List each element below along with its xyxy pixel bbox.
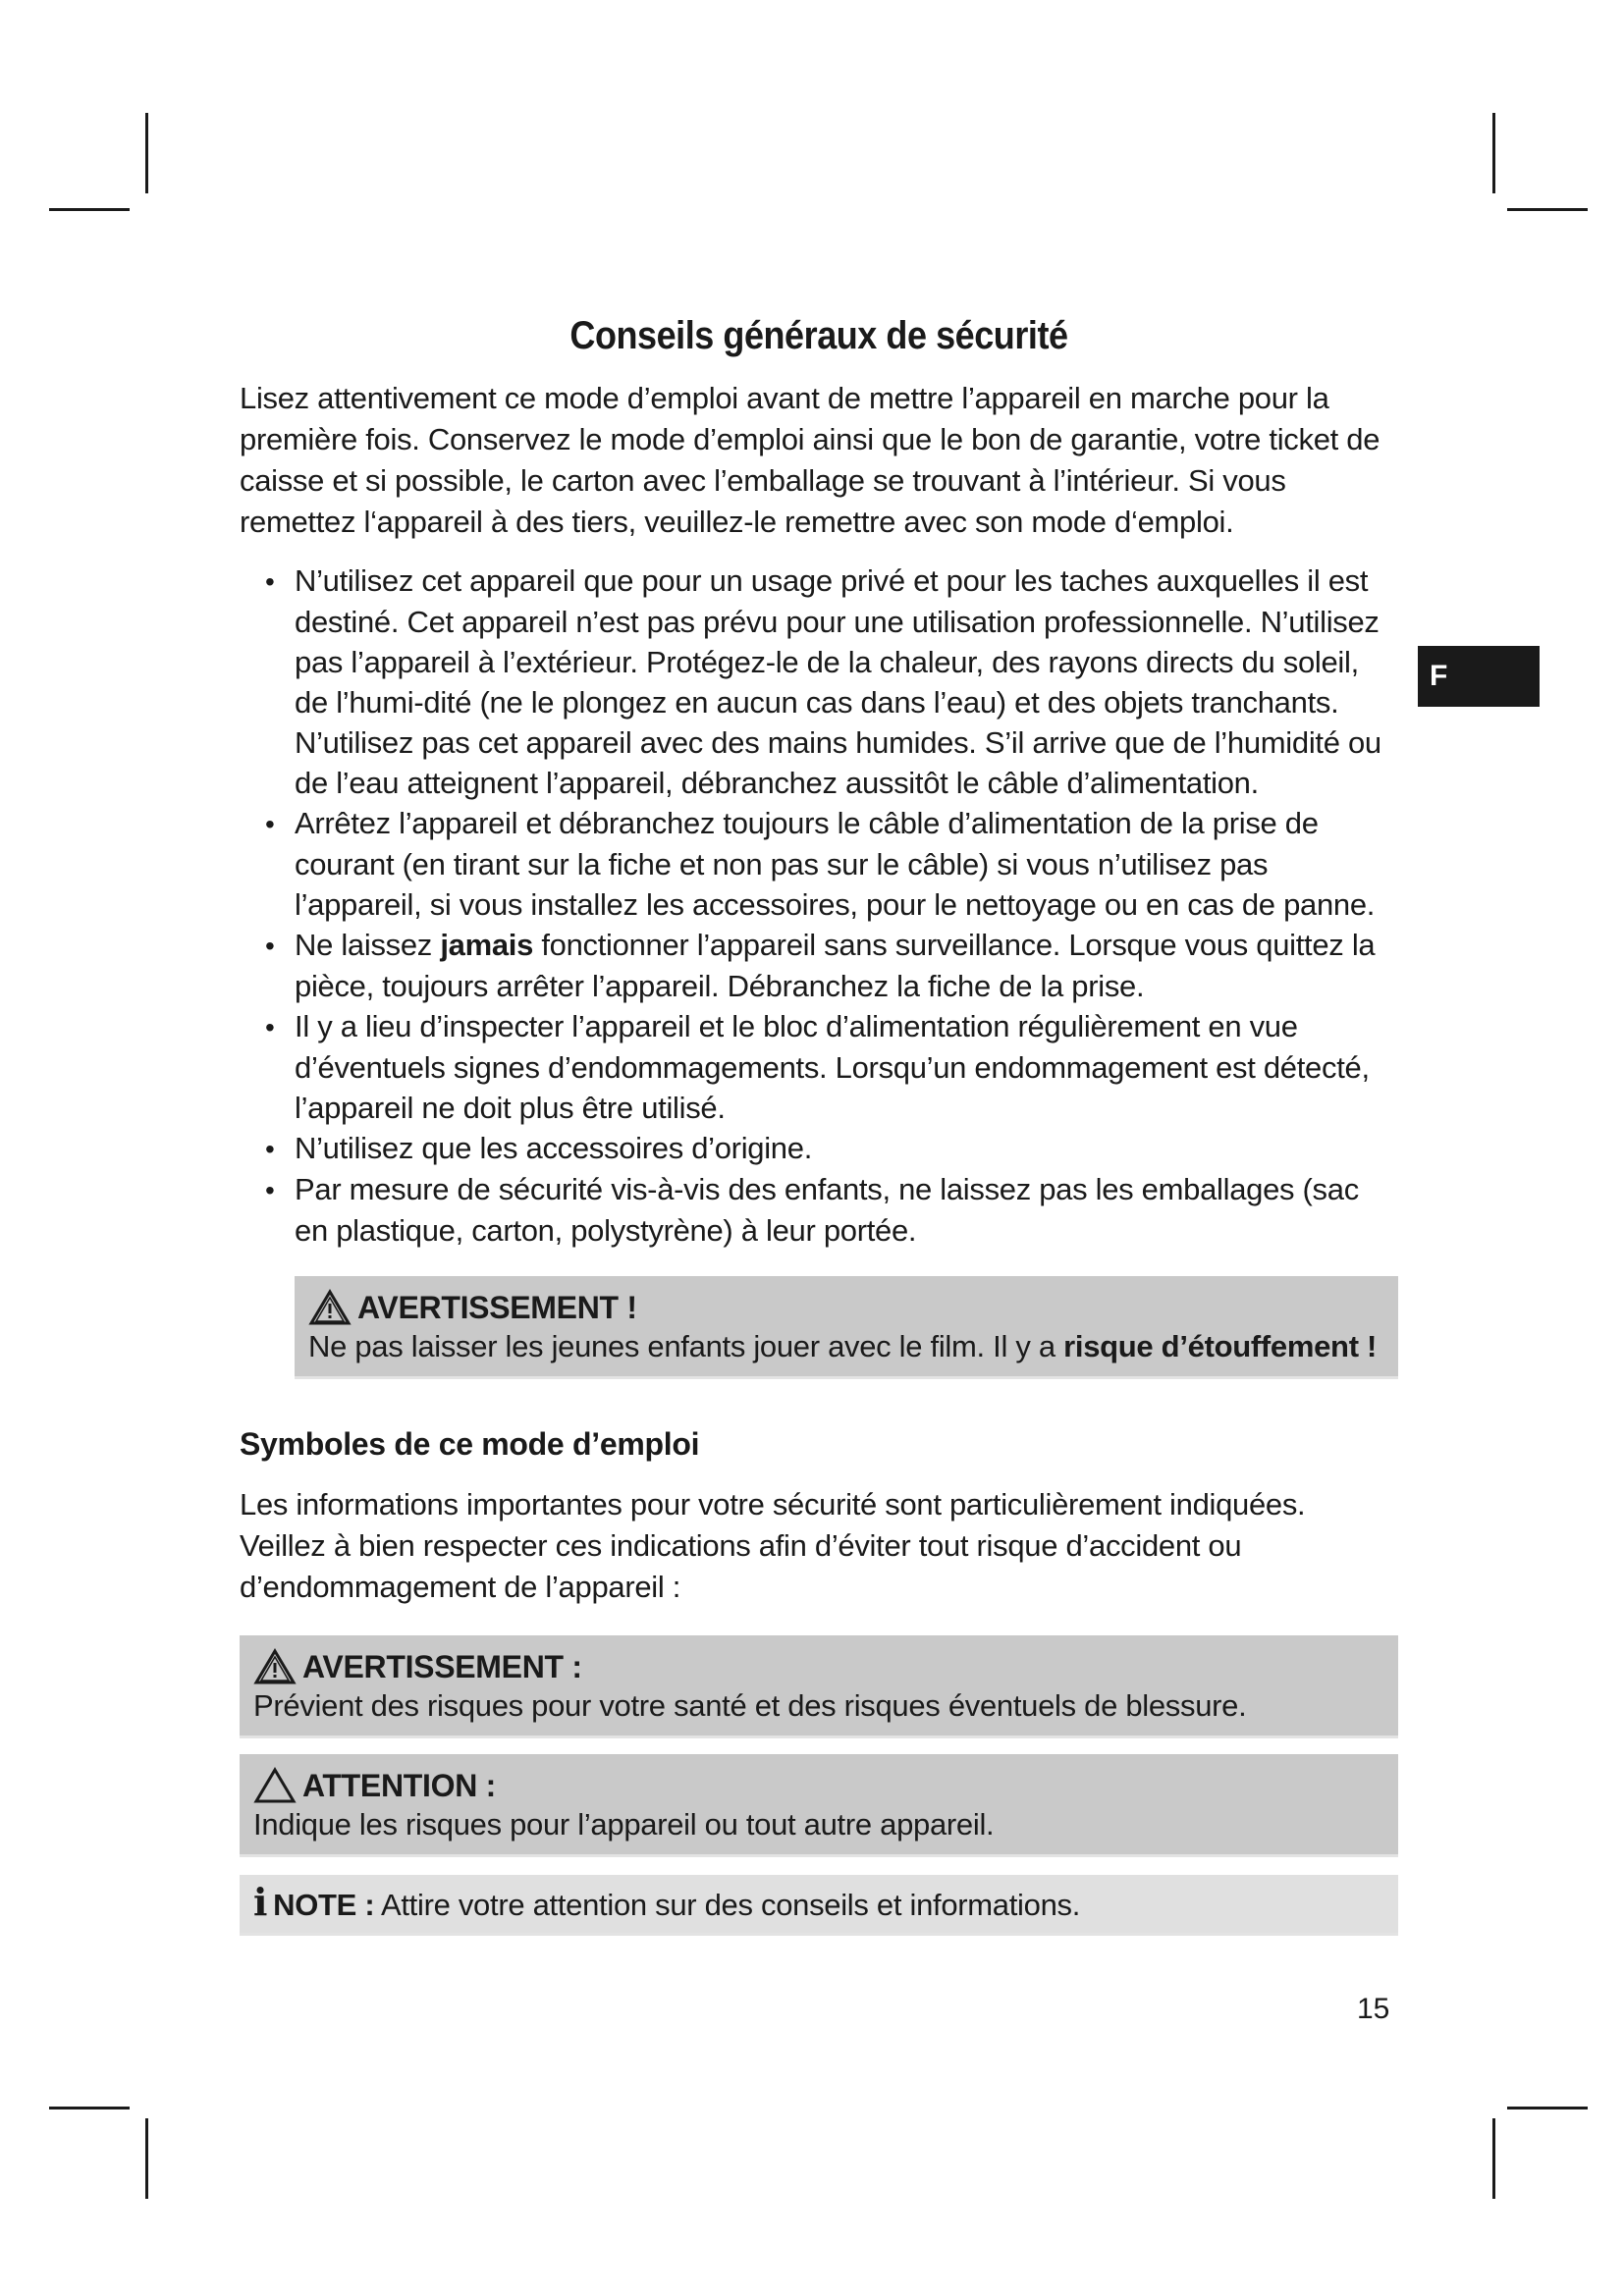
list-item: • N’utilisez cet appareil que pour un usage privé et pour les taches auxquelles il est destiné. Cet appareil n’est pas prévu pour une utilisation professionnelle. N’utilisez pas l’appareil à l’extérieur. Protégez-le de la chaleur, des rayons directs du soleil, de l’humi-dité (ne le plongez en aucun cas dans l’eau) et des objets tranchants. N’utilisez pas cet appareil avec des mains humides. S’il arrive que de l’humidité ou de l’eau atteignent l’appareil, débranchez aussitôt le câble d’alimentation. <box>265 563 1381 800</box>
page-content <box>240 314 1398 1936</box>
warning-text: Ne pas laisser les jeunes enfants jouer avec le film. Il y a risque d’étouffement ! <box>308 1329 1378 1363</box>
attention-heading: ATTENTION : <box>302 1768 496 1803</box>
intro-paragraph: Lisez attentivement ce mode d’emploi avant de mettre l’appareil en marche pour la première fois. Conservez le mode d’emploi ainsi que le bon de garantie, votre ticket de caisse et si possible, le carton avec l’emballage se trouvant à l’intérieur. Si vous remettez l‘appareil à des tiers, veuillez-le remettre avec son mode d‘emploi. <box>240 381 1380 539</box>
list-item: • Il y a lieu d’inspecter l’appareil et le bloc d’alimentation régulièrement en vue d’éventuels signes d’endommagements. Lorsqu’un endommagement est détecté, l’appareil ne doit plus être utilisé. <box>265 1009 1370 1125</box>
info-icon: i <box>253 1880 268 1924</box>
crop-mark <box>1492 113 1495 193</box>
note-box <box>240 1875 1398 1936</box>
avertissement-heading: AVERTISSEMENT : <box>302 1649 582 1684</box>
crop-mark <box>145 2118 148 2199</box>
symbols-intro: Les informations importantes pour votre sécurité sont particulièrement indiquées. Veillez à bien respecter ces indications afin d’éviter tout risque d’accident ou d’endommagement de l’appareil : <box>240 1487 1306 1604</box>
note-text: Attire votre attention sur des conseils et informations. <box>374 1888 1081 1922</box>
bullet-icon: • <box>265 1134 275 1164</box>
list-item: • Par mesure de sécurité vis-à-vis des enfants, ne laissez pas les emballages (sac en plastique, carton, polystyrène) à leur portée. <box>265 1172 1359 1248</box>
bullet-icon: • <box>265 1012 275 1042</box>
avertissement-box <box>240 1635 1398 1738</box>
bullet-icon: • <box>265 566 275 597</box>
attention-box <box>240 1754 1398 1857</box>
page-title: Conseils généraux de sécurité <box>569 314 1068 357</box>
warning-heading: AVERTISSEMENT ! <box>357 1290 637 1325</box>
warning-box <box>295 1276 1398 1379</box>
attention-text: Indique les risques pour l’appareil ou tout autre appareil. <box>253 1807 995 1842</box>
note-heading: NOTE : <box>273 1888 375 1922</box>
safety-list <box>240 561 1398 1251</box>
list-item: • N’utilisez que les accessoires d’origine. <box>240 1128 1398 1169</box>
language-tab: F <box>1418 646 1540 707</box>
crop-mark <box>1492 2118 1495 2199</box>
page-number: 15 <box>1357 1993 1390 2025</box>
bullet-icon: • <box>265 931 275 961</box>
crop-mark <box>1507 208 1588 211</box>
symbols-heading: Symboles de ce mode d’emploi <box>240 1426 700 1462</box>
warning-icon <box>308 1289 352 1326</box>
bullet-icon: • <box>265 1175 275 1205</box>
list-item: • Arrêtez l’appareil et débranchez toujours le câble d’alimentation de la prise de courant (en tirant sur la fiche et non pas sur le câble) si vous n’utilisez pas l’appareil, si vous installez les accessoires, pour le nettoyage ou en cas de panne. <box>265 806 1376 922</box>
crop-mark <box>49 208 130 211</box>
crop-mark <box>145 113 148 193</box>
list-item: • Ne laissez jamais fonctionner l’appareil sans surveillance. Lorsque vous quittez la pièce, toujours arrêter l’appareil. Débranchez la fiche de la prise. <box>265 928 1376 1003</box>
avertissement-text: Prévient des risques pour votre santé et des risques éventuels de blessure. <box>253 1688 1247 1723</box>
bullet-icon: • <box>265 809 275 839</box>
crop-mark <box>1507 2107 1588 2109</box>
caution-icon <box>253 1767 297 1804</box>
crop-mark <box>49 2107 130 2109</box>
warning-icon <box>253 1648 297 1685</box>
